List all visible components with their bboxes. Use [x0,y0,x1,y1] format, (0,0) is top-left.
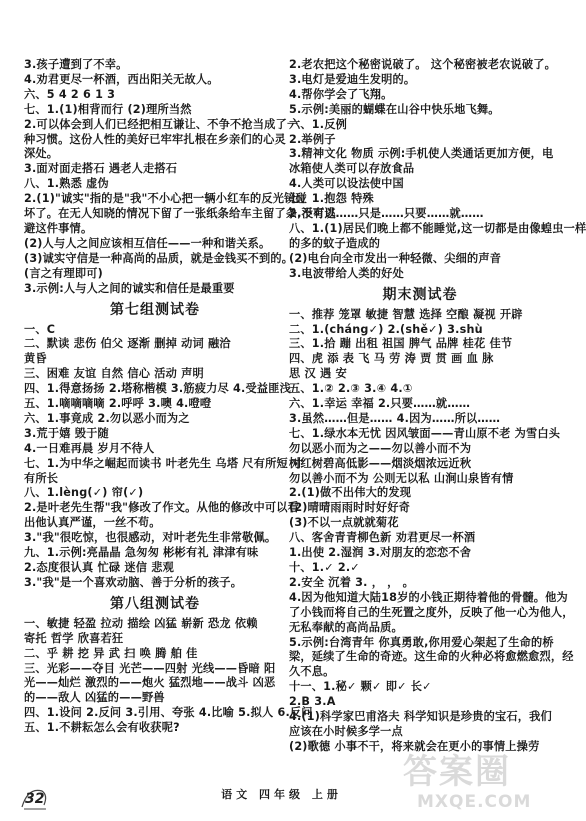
answer-line: 三、光彩——夺目 光芒——四射 光线——昏暗 阳 [24,661,276,675]
answer-line: 二、1.(cháng✓) 2.(shě✓) 3.shù [289,322,483,336]
right-answers-group-b [289,307,574,755]
answer-line: 黄昏 [24,352,47,366]
answer-line: 勿以恶小而为之——勿以善小而不为 [289,441,472,455]
answer-line: 八、1.熟悉 虚伪 [24,177,109,191]
section-title-final: 期末测试卷 [382,286,458,303]
watermark-text: 答案圈 [403,752,511,792]
answer-line: 一、C [24,322,56,336]
answer-line: 3.示例:人与人之间的诚实和信任是最重要 [24,281,235,295]
answer-line: 四、1.得意扬扬 2.塔称楷模 3.筋疲力尽 4.受益匪浅 [24,382,291,396]
answer-line: 2.安全 沉着 3. ， ， 。 [289,575,415,589]
answer-line: 五、1.嘀嘀嘀嘀 2.呼呼 3.噢 4.噔噔 [24,397,212,411]
answer-line: 冰箱使人类可以存放食品 [289,162,415,176]
section-title-group8: 第八组测试卷 [110,595,200,612]
answer-line: 七、1.为中华之崛起而读书 叶老先生 乌塔 尺有所短 寸 [24,456,304,470]
answer-line: 2.B 3.A [289,695,336,709]
answer-line: 思 汉 遇 安 [289,367,347,381]
answer-line: (2)晴晴雨雨时时好好奇 [289,501,411,515]
answer-line: 3.精神文化 物质 示例:手机使人类通话更加方便，电 [289,147,554,161]
answer-line: 久不息。 [289,665,335,679]
answer-line: 3.电波带给人类的好处 [289,266,404,280]
answer-line: 光——灿烂 激烈的——炮火 猛烈地——战斗 凶恶 [24,676,276,690]
answer-line: 3.孩子遭到了不幸。 [24,58,128,71]
answer-line: 梁，延续了生命的奇迹。这生命的火种必将愈燃愈烈，经 [289,650,574,664]
right-answers-group-a [289,58,586,282]
answer-line: 六、1.事竟成 2.勿以恶小而为之 [24,411,190,425]
answer-line: 2.老农把这个秘密说破了。 这个秘密被老农说破了。 [289,58,557,71]
answer-line: 七、1.绿水本无忧 因风皱面——青山原不老 为雪白头 [289,426,561,440]
answer-line: 深处。 [24,147,59,161]
page-number: 32 [25,791,45,807]
answer-line: 3.电灯是爱迪生发明的。 [289,72,416,86]
answer-line: 无私奉献的高尚品质。 [289,620,403,634]
answer-line: (2)电台向全市发出一种轻微、尖细的声音 [289,251,502,265]
answer-line: 十一、1.秘✓ 颗✓ 即✓ 长✓ [289,680,432,694]
answer-line: 六、5 4 2 6 1 3 [24,87,116,101]
answer-line: (言之有理即可) [24,266,103,280]
answer-line: (3)不以一点就就菊花 [289,516,399,530]
answer-line: 四、虎 添 表 飞 马 劳 涛 贾 贯 画 血 脉 [289,352,494,366]
answer-line: 一、敏捷 轻盈 拉动 描绘 凶猛 崭新 恐龙 依赖 [24,616,258,630]
answer-line: 避这件事情。 [24,221,93,235]
answer-line: 2.(1)"诚实"指的是"我"不小心把一辆小红车的反光镜碰 [24,192,307,206]
answer-line: 八、1.lèng(✓) 帘(✓) [24,486,144,500]
answer-line: 二、默读 悲伤 伯父 逐渐 删掉 动词 融洽 [24,337,231,351]
answer-line: 三、1.拾 蹦 出租 祖国 脾气 品牌 桂花 佳节 [289,337,513,351]
answer-line: 2.态度很认真 忙碌 迷信 悲观 [24,561,174,574]
answer-line: 九、1.示例:亮晶晶 急匆匆 彬彬有礼 津津有味 [24,546,259,560]
section-title-group7: 第七组测试卷 [110,301,200,318]
answer-line: 五、1.不耕耘怎么会有收获呢? [24,721,180,735]
answer-line: 五、1.② 2.③ 3.④ 4.① [289,382,413,396]
answer-line: 3.面对面走搭石 遇老人走搭石 [24,162,178,176]
answer-line: 4.劝君更尽一杯酒，西出阳关无故人。 [24,72,219,86]
answer-line: 2.可以体会到人们已经把相互谦让、不争不抢当成了一 [24,117,299,131]
answer-line: 四、1.设问 2.反问 3.引用、夸张 4.比喻 5.拟人 6.反问 [24,706,313,720]
answer-line: 的多的蚊子造成的 [289,236,381,250]
answer-line: 5.示例:台湾青年 你真勇敢,你用爱心架起了生命的桥 [289,635,554,649]
answer-line: 二、乎 耕 挖 异 武 扫 唤 腾 舶 佳 [24,646,198,660]
answer-line: 八、1.(1)居民们晚上都不能睡觉,这一切都是由像蝗虫一样 [289,221,586,235]
answer-line: 六、1.幸运 幸福 2.只要……就…… [289,397,471,411]
answer-line: 七、1.抱怨 特殊 [289,192,374,206]
answer-line: 2.举例子 [289,132,336,146]
answer-line: 种习惯。这份人性的美好已牢牢扎根在乡亲们的心灵 [24,132,286,146]
answer-line: 4.人类可以设法使中国 [289,177,404,191]
answer-line: 5.示例:美丽的蝴蝶在山谷中快乐地飞舞。 [289,102,500,116]
answer-line: 一、推荐 笼罩 敏捷 智慧 选择 空酿 凝视 开辟 [289,307,523,321]
footer-subject-line: 语文 四年级 上册 [221,788,342,801]
answer-line: 树红树碧高低影——烟淡烟浓远近秋 [289,456,472,470]
answer-line: 寄托 哲学 欣喜若狂 [24,631,124,645]
answer-line: 1.出使 2.湿润 3.对朋友的恋恋不舍 [289,546,472,560]
answer-line: 2.不可以……只是……只要……就…… [289,207,484,221]
answer-line: 3."我"是一个喜欢动脑、善于分析的孩子。 [24,575,243,589]
answer-line: 应该在小时候多学一点 [289,724,403,738]
answer-line: 3.荒于嬉 毁于随 [24,426,109,440]
answer-line: 七、1.(1)相背而行 (2)理所当然 [24,102,192,116]
answer-line: 有所长 [24,471,59,485]
answer-line: (2)人与人之间应该相互信任——一种和谐关系。 [24,236,271,250]
answer-line: 出他认真严谨，一丝不苟。 [24,516,161,530]
left-answers-group-b [24,322,304,591]
answer-line: 2.是叶老先生帮"我"修改了作文。从他的修改中可以看 [24,501,300,515]
watermark-url: MXQE.COM [417,792,532,812]
watermark-logo [395,744,553,814]
answer-line: 六、1.反例 [289,117,347,131]
answer-line: 2.(1)做不出伟大的发现 [289,486,412,500]
answer-line: 的——敌人 凶猛的——野兽 [24,691,165,705]
answer-line: 十、1.✓ 2.✓ [289,561,360,574]
answer-line: 了小钱而将自己的生死置之度外，反映了他一心为他人， [289,605,574,619]
answer-line: 3."我"很吃惊，也很感动，对叶老先生非常敬佩。 [24,531,277,545]
answer-line: (2)歌德 小事不干，将来就会在更小的事情上操劳 [289,739,540,753]
answer-line: 4.帮你学会了飞翔。 [289,87,393,101]
answer-line: 4.(1)科学家巴甫洛夫 科学知识是珍贵的宝石，我们 [289,710,552,724]
answer-line: 三、困难 友谊 自然 信心 活动 声明 [24,367,204,381]
answer-line: (3)诚实守信是一种高尚的品质，就是金钱买不到的。 [24,251,294,265]
answer-line: 坏了。在无人知晓的情况下留了一张纸条给车主留了条,没有逃 [24,207,336,221]
answer-line: 八、客舍青青柳色新 劝君更尽一杯酒 [289,531,476,545]
answer-line: 4.一日难再晨 岁月不待人 [24,441,155,455]
answer-line: 3.虽然……但是…… 4.因为……所以…… [289,411,501,425]
right-column [289,58,586,755]
answer-line: 4.因为他知道大陆18岁的小钱正期待着他的骨髓。他为 [289,590,568,604]
answer-line: 勿以善小而不为 公则无以私 山涧山泉皆有情 [289,471,514,485]
